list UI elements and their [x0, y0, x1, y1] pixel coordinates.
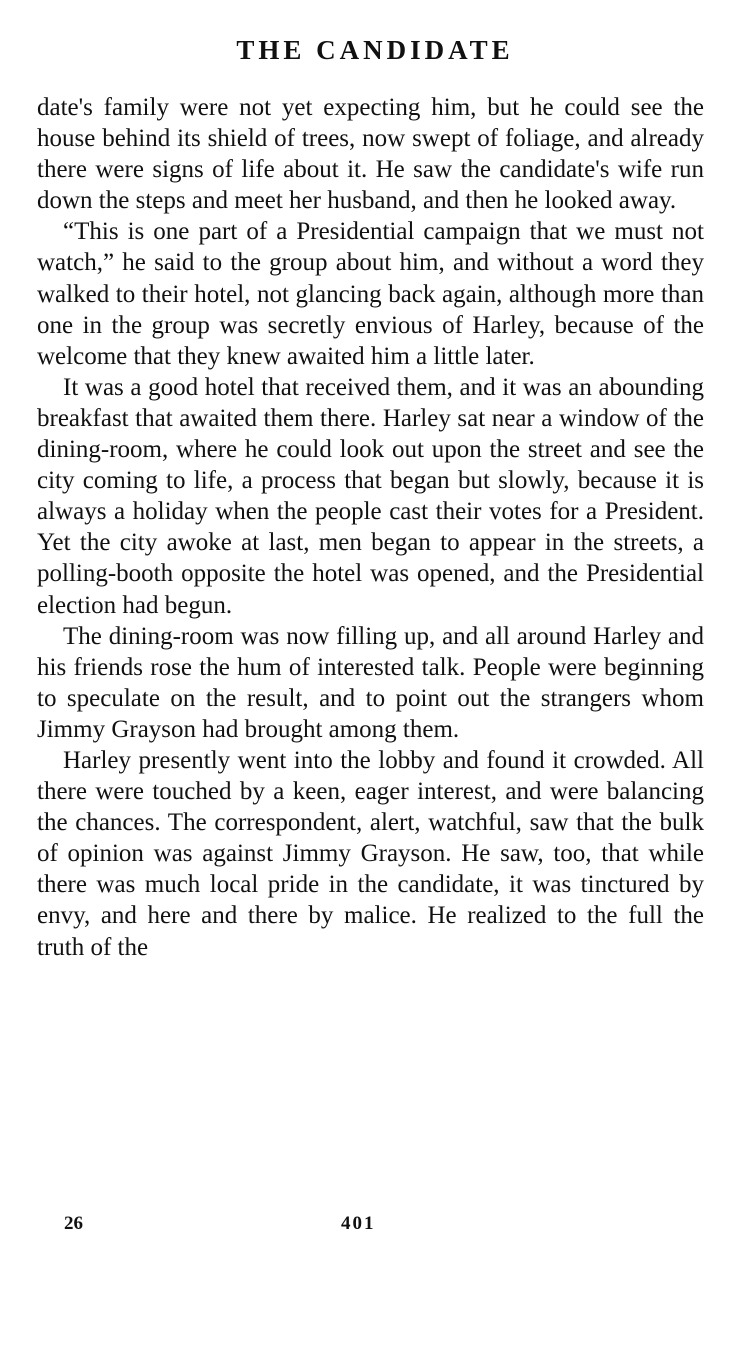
paragraph: Harley presently went into the lobby and found it crowded. All there were touched by a keen, eager interest, and were balancing the chances. The correspondent, alert, watchful, saw that the bulk of opinion was against Jimmy Grayson. He saw, too, that while there was much local pride in the candidate, it was tinctured by envy, and here and there by malice. He realized to the full the truth of the — [37, 746, 704, 961]
paragraph: The dining-room was now filling up, and all around Harley and his friends rose the hum of interested talk. People were beginning to speculate on the result, and to point out the strangers whom Jimmy Grayson had brought among them. — [37, 622, 704, 743]
page-footer — [0, 1209, 750, 1239]
running-head: THE CANDIDATE — [236, 35, 514, 65]
paragraph: “This is one part of a Presidential campaign that we must not watch,” he said to the group about him, and without a word they walked to their hotel, not glancing back again, although more than one in the group was secretly envious of Harley, because of the welcome that they knew awaited him a little later. — [37, 218, 704, 370]
paragraph: date's family were not yet expecting him, but he could see the house behind its shield of trees, now swept of foliage, and already there were signs of life about it. He saw the candidate's wife run down the steps and meet her husband, and then he looked away. — [37, 94, 704, 215]
paragraph: It was a good hotel that received them, and it was an abounding breakfast that awaited them there. Harley sat near a window of the dining-room, where he could look out upon the street and see the city coming to life, a process that began but slowly, because it is always a holiday when the people cast their votes for a President. Yet the city awoke at last, men began to appear in the streets, a polling-booth opposite the hotel was opened, and the Presidential election had begun. — [37, 373, 704, 619]
signature-mark: 26 — [64, 1213, 83, 1234]
page-number: 401 — [341, 1213, 376, 1234]
body-text — [37, 92, 704, 963]
